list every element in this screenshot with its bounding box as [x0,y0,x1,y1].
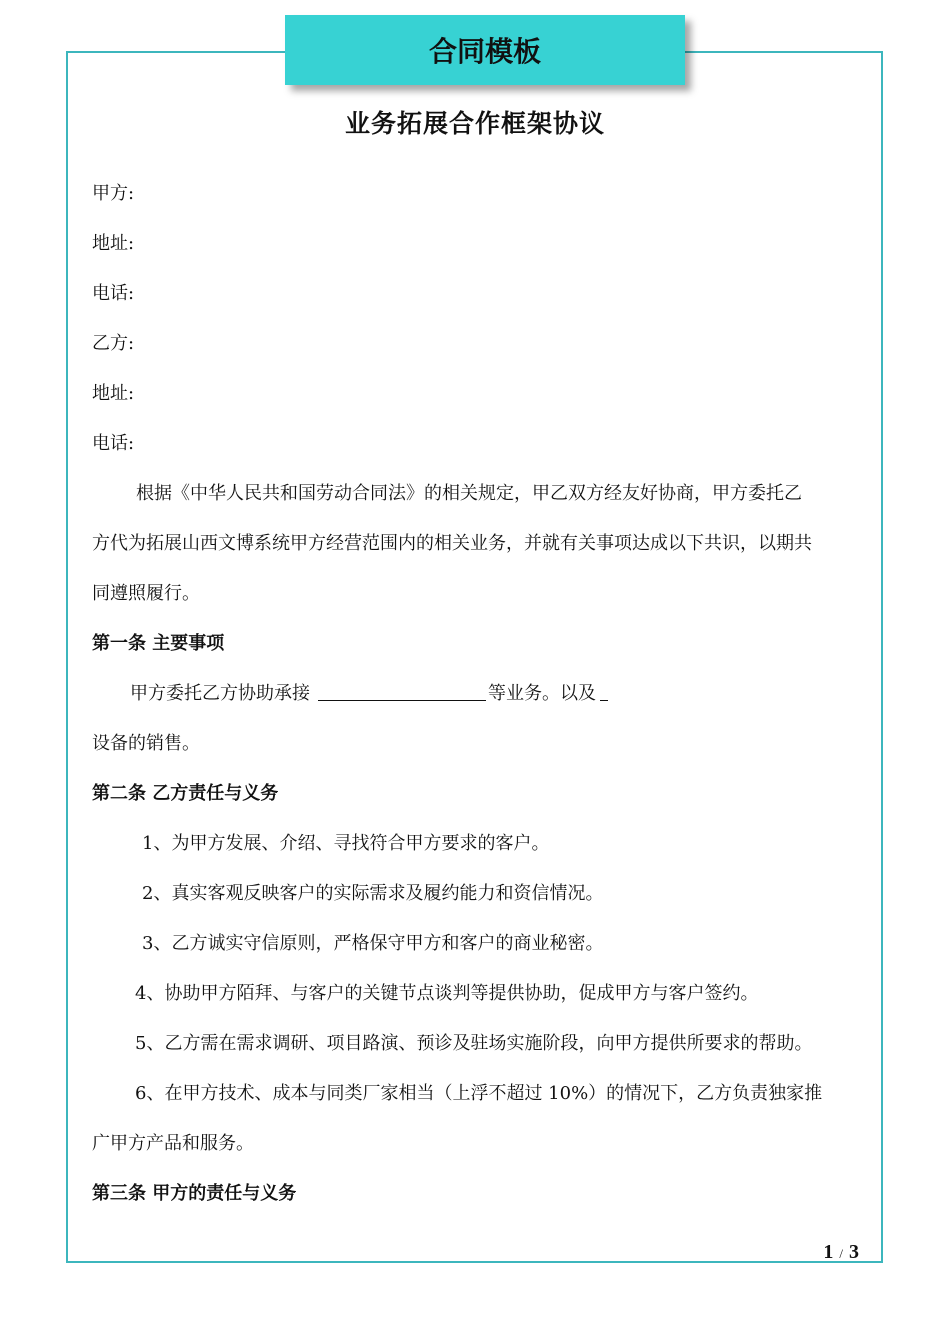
article-3-heading: 第三条 甲方的责任与义务 [92,1183,297,1204]
article-2-item-6: 6、在甲方技术、成本与同类厂家相当（上浮不超过 10%）的情况下，乙方负责独家推 [135,1083,823,1104]
article-2-item-1: 1、为甲方发展、介绍、寻找符合甲方要求的客户。 [142,833,550,854]
party-a-label: 甲方: [92,183,135,204]
page-separator: / [839,1246,843,1261]
fill-in-blank [318,682,486,701]
party-b-address-label: 地址: [92,383,135,404]
template-banner: 合同模板 [285,15,685,85]
intro-line-1: 根据《中华人民共和国劳动合同法》的相关规定，甲乙双方经友好协商，甲方委托乙 [136,483,802,504]
party-a-phone-label: 电话: [92,283,135,304]
fill-in-blank-short [600,682,608,701]
article-1-line-1-pre: 甲方委托乙方协助承接 [130,683,310,704]
article-2-heading: 第二条 乙方责任与义务 [92,783,279,804]
article-2-item-3: 3、乙方诚实守信原则，严格保守甲方和客户的商业秘密。 [142,933,604,954]
party-b-phone-label: 电话: [92,433,135,454]
article-1-heading: 第一条 主要事项 [92,633,225,654]
article-1-line-2: 设备的销售。 [92,733,200,754]
page-current: 1 [823,1241,834,1263]
document-title: 业务拓展合作框架协议 [344,109,605,138]
page-number [823,1241,859,1264]
article-1-line-1 [130,681,608,707]
article-2-item-4: 4、协助甲方陌拜、与客户的关键节点谈判等提供协助，促成甲方与客户签约。 [135,983,759,1004]
article-2-item-5: 5、乙方需在需求调研、项目路演、预诊及驻场实施阶段，向甲方提供所要求的帮助。 [135,1033,813,1054]
intro-line-2: 方代为拓展山西文博系统甲方经营范围内的相关业务，并就有关事项达成以下共识，以期共 [92,533,812,554]
article-2-item-2: 2、真实客观反映客户的实际需求及履约能力和资信情况。 [142,883,604,904]
intro-line-3: 同遵照履行。 [92,583,200,604]
page-total: 3 [849,1241,859,1263]
article-1-line-1-post: 等业务。以及 [488,683,596,704]
party-a-address-label: 地址: [92,233,135,254]
party-b-label: 乙方: [92,333,135,354]
article-2-item-6-continuation: 广甲方产品和服务。 [92,1133,254,1154]
